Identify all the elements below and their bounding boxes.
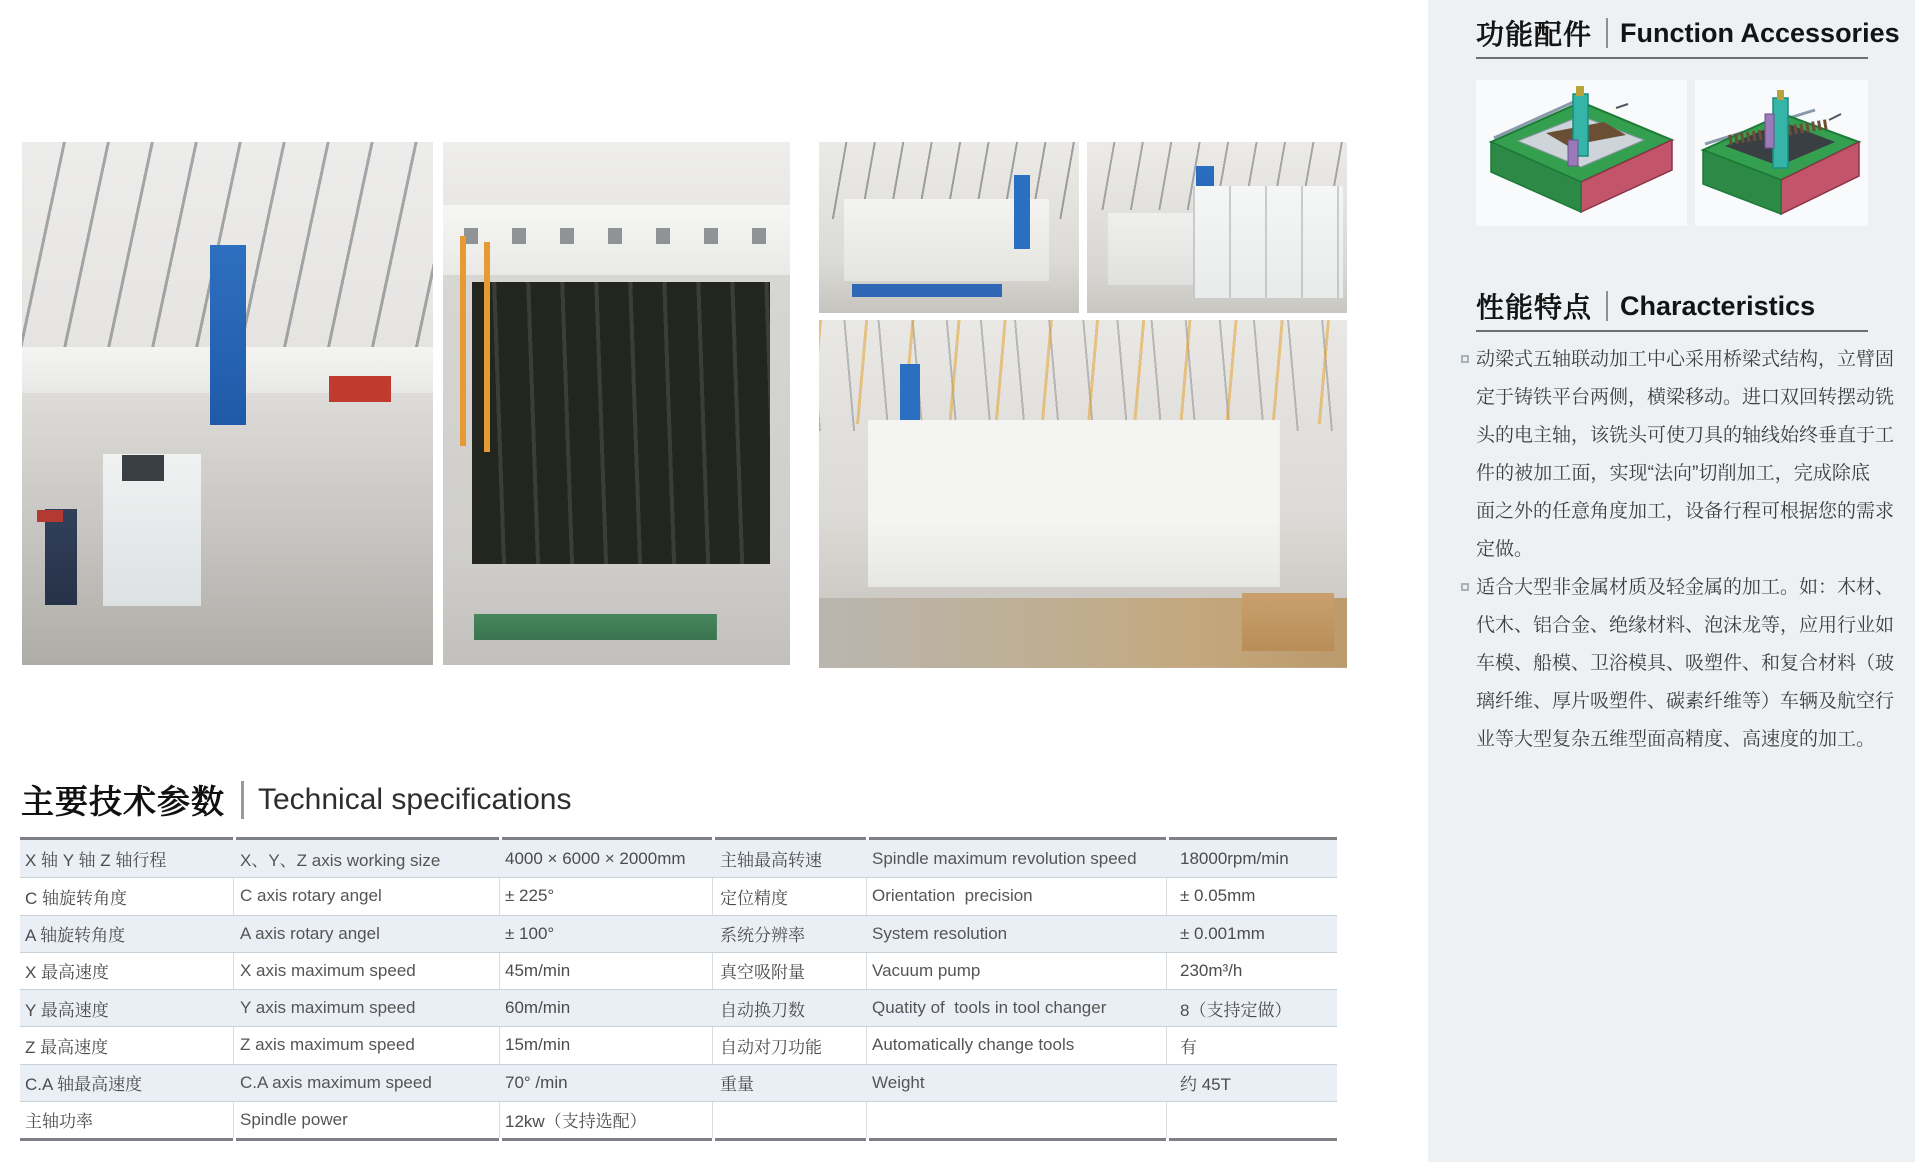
spec-cell: Y axis maximum speed xyxy=(240,998,416,1018)
spec-cell: System resolution xyxy=(872,923,1008,943)
characteristics-line: 车模、船模、卫浴模具、吸塑件、和复合材料（玻 xyxy=(1476,653,1895,674)
table-border-segment xyxy=(715,1138,866,1141)
function-accessories-heading xyxy=(1476,13,1900,53)
characteristics-line: 代木、铝合金、绝缘材料、泡沫龙等，应用行业如 xyxy=(1476,615,1895,636)
spec-cell: 重量 xyxy=(720,1075,754,1095)
spec-cell: 主轴功率 xyxy=(25,1112,93,1132)
bullet-square-icon xyxy=(1461,355,1469,363)
spec-table-row xyxy=(20,1064,1337,1101)
specs-title-en: Technical specifications xyxy=(258,782,572,816)
spec-cell: A 轴旋转角度 xyxy=(25,926,126,946)
spec-cell: C 轴旋转角度 xyxy=(25,888,127,908)
characteristics-bullet xyxy=(1476,341,1895,569)
spec-cell: X 轴 Y 轴 Z 轴行程 xyxy=(25,851,167,871)
characteristics-title-en: Characteristics xyxy=(1620,290,1816,321)
spec-cell: Spindle power xyxy=(240,1109,348,1129)
heading-divider-bar xyxy=(1606,18,1608,48)
spec-table-row xyxy=(20,840,1337,877)
specs-title-zh: 主要技术参数 xyxy=(21,783,225,820)
spec-cell: Quatity of tools in tool changer xyxy=(872,998,1107,1018)
photo-gantry-small-1 xyxy=(819,142,1079,313)
table-border-segment xyxy=(236,1138,499,1141)
cad-machine-icon xyxy=(1695,80,1868,226)
spec-cell: 约 45T xyxy=(1180,1075,1232,1095)
characteristics-title-zh: 性能特点 xyxy=(1476,292,1593,323)
characteristics-line: 定做。 xyxy=(1476,539,1534,560)
spec-cell: C.A 轴最高速度 xyxy=(25,1075,143,1095)
table-border-segment xyxy=(502,1138,712,1141)
spec-cell: 230m³/h xyxy=(1180,960,1243,980)
spec-cell: Vacuum pump xyxy=(872,960,981,980)
cad-render-1 xyxy=(1476,80,1687,226)
cad-machine-icon xyxy=(1476,80,1687,226)
spec-cell: Z 最高速度 xyxy=(25,1037,109,1057)
spec-cell: X axis maximum speed xyxy=(240,960,416,980)
spec-cell: 自动对刀功能 xyxy=(720,1037,822,1057)
heading-divider-bar xyxy=(1606,291,1608,321)
spec-table-row xyxy=(20,1101,1337,1138)
spec-cell: C.A axis maximum speed xyxy=(240,1072,432,1092)
spec-cell: 系统分辨率 xyxy=(720,926,805,946)
characteristics-line: 璃纤维、厚片吸塑件、碳素纤维等）车辆及航空行 xyxy=(1476,691,1895,712)
spec-cell: C axis rotary angel xyxy=(240,886,382,906)
spec-cell: 18000rpm/min xyxy=(1180,848,1289,868)
title-divider-bar xyxy=(241,781,244,819)
spec-table xyxy=(20,837,1337,1141)
spec-cell: Orientation precision xyxy=(872,886,1033,906)
spec-cell: Automatically change tools xyxy=(872,1035,1075,1055)
table-border-segment xyxy=(20,1138,233,1141)
table-border-segment xyxy=(1169,1138,1337,1141)
spec-cell: Z axis maximum speed xyxy=(240,1035,415,1055)
heading-rule xyxy=(1476,57,1868,59)
spec-cell: 60m/min xyxy=(505,998,571,1018)
spec-cell: Weight xyxy=(872,1072,925,1092)
spec-table-row xyxy=(20,1026,1337,1063)
spec-cell: ± 0.001mm xyxy=(1180,923,1265,943)
spec-cell: X、Y、Z axis working size xyxy=(240,851,441,871)
spec-cell: 主轴最高转速 xyxy=(720,851,822,871)
characteristics-bullet xyxy=(1476,569,1895,759)
spec-cell: 定位精度 xyxy=(720,888,788,908)
characteristics-line: 面之外的任意角度加工，设备行程可根据您的需求 xyxy=(1476,501,1895,522)
bullet-square-icon xyxy=(1461,583,1469,591)
spec-cell: ± 100° xyxy=(505,923,555,943)
spec-cell: X 最高速度 xyxy=(25,963,110,983)
characteristics-line: 动梁式五轴联动加工中心采用桥梁式结构，立臂固 xyxy=(1476,349,1895,370)
characteristics-bullets xyxy=(1476,341,1895,759)
characteristics-line: 头的电主轴，该铣头可使刀具的轴线始终垂直于工 xyxy=(1476,425,1895,446)
function-accessories-title-en: Function Accessories xyxy=(1620,17,1900,48)
spec-cell: 15m/min xyxy=(505,1035,571,1055)
specs-title xyxy=(21,776,572,823)
spec-cell: 45m/min xyxy=(505,960,571,980)
characteristics-line: 业等大型复杂五维型面高精度、高速度的加工。 xyxy=(1476,729,1876,750)
spec-cell: 真空吸附量 xyxy=(720,963,805,983)
spec-table-row xyxy=(20,989,1337,1026)
spec-cell: Spindle maximum revolution speed xyxy=(872,848,1137,868)
spec-cell: 自动换刀数 xyxy=(720,1000,805,1020)
spec-table-row xyxy=(20,952,1337,989)
spec-cell: 70° /min xyxy=(505,1072,568,1092)
photo-gantry-large xyxy=(819,320,1347,668)
function-accessories-title-zh: 功能配件 xyxy=(1476,19,1593,50)
spec-cell: ± 0.05mm xyxy=(1180,886,1256,906)
cad-render-2 xyxy=(1695,80,1868,226)
characteristics-line: 件的被加工面，实现“法向”切削加工，完成除底 xyxy=(1476,463,1870,484)
spec-cell: 12kw（支持选配） xyxy=(505,1112,647,1132)
heading-rule xyxy=(1476,330,1868,332)
spec-cell: A axis rotary angel xyxy=(240,923,380,943)
spec-cell: Y 最高速度 xyxy=(25,1000,109,1020)
spec-cell: ± 225° xyxy=(505,886,555,906)
spec-cell: 8（支持定做） xyxy=(1180,1000,1292,1020)
spec-table-rows xyxy=(20,840,1337,1138)
characteristics-line: 定于铸铁平台两侧，横梁移动。进口双回转摆动铣 xyxy=(1476,387,1895,408)
photo-factory-1 xyxy=(22,142,433,665)
spec-cell: 4000 × 6000 × 2000mm xyxy=(505,848,686,868)
characteristics-line: 适合大型非金属材质及轻金属的加工。如：木材、 xyxy=(1476,577,1895,598)
characteristics-heading xyxy=(1476,286,1815,326)
photo-enclosure-small xyxy=(1087,142,1347,313)
sidebar xyxy=(1428,0,1915,1162)
spec-cell: 有 xyxy=(1180,1037,1197,1057)
photo-machine-bed xyxy=(443,142,790,665)
spec-table-row xyxy=(20,915,1337,952)
table-border-segment xyxy=(869,1138,1166,1141)
spec-table-row xyxy=(20,877,1337,914)
